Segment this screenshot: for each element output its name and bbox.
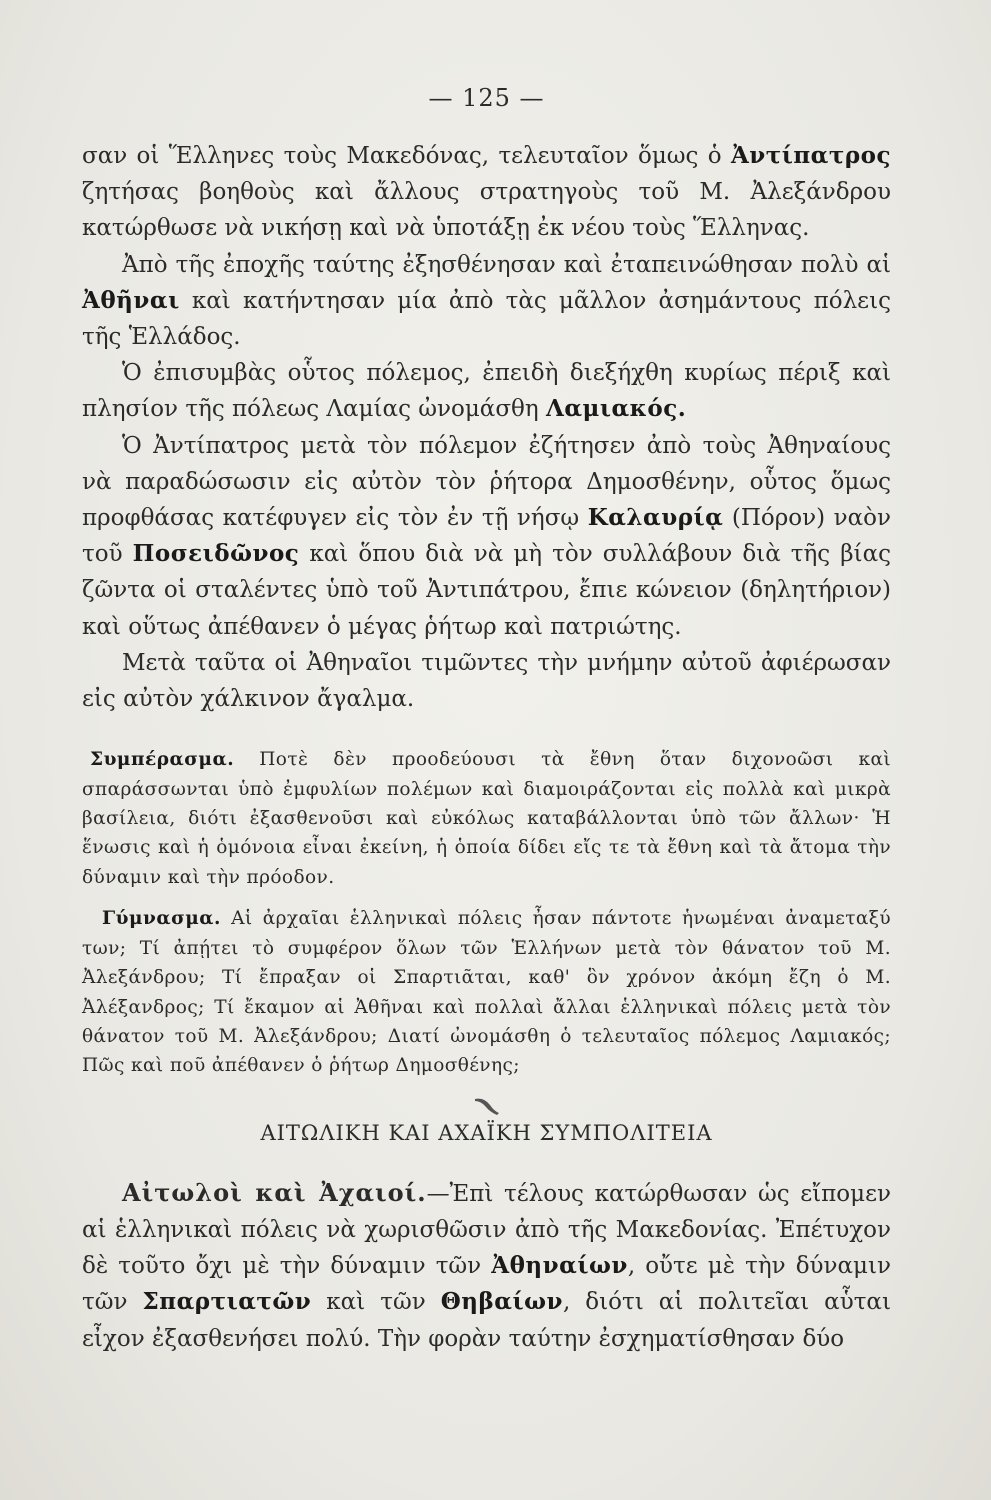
bold-term-kalaureia: Καλαυρίᾳ bbox=[587, 504, 724, 532]
exercise-text: Αἱ ἀρχαῖαι ἑλληνικαὶ πόλεις ἦσαν πάντοτε ἡνωμέναι ἀναμεταξύ των; Τί ἀπῄτει τὸ συμφέρον ὅλων τῶν Ἑλλήνων μετὰ τὸν θάνατον τοῦ Μ. Ἀλεξάνδρου; Τί ἔπραξαν οἱ Σπαρτιᾶται, καθ' ὃν χρόνον ἀκόμη ἔζη ὁ Μ. Ἀλέξανδρος; Τί ἔκαμον αἱ Ἀθῆναι καὶ πολλαὶ ἄλλαι ἑλληνικαὶ πόλεις μετὰ τὸν θάνατον τοῦ Μ. Ἀλεξάνδρου; Διατί ὠνομάσθη ὁ τελευταῖος πόλεμος Λαμιακός; Πῶς καὶ ποῦ ἀπέθανεν ὁ ῥήτωρ Δημοσθένης; bbox=[82, 908, 891, 1077]
text-run: —Ἐπὶ τέλους κατώρθωσαν ὡς εἴπομεν αἱ ἑλληνικαὶ πόλεις νὰ χωρισθῶσιν ἀπὸ τῆς Μακεδονίας. Ἐπέτυχον δὲ τοῦτο ὄχι μὲ τὴν δύναμιν τῶν bbox=[82, 1180, 891, 1280]
section-title: ΑΙΤΩΛΙΚΗ ΚΑΙ ΑΧΑΪΚΗ ΣΥΜΠΟΛΙΤΕΙΑ bbox=[260, 1120, 713, 1145]
main-text-2 bbox=[82, 1175, 891, 1357]
text-run: (Πόρον) ναὸν τοῦ bbox=[82, 505, 891, 568]
bold-term-antipatros: Ἀντίπατρος bbox=[730, 142, 891, 169]
text-run: Ἀπὸ τῆς ἐποχῆς ταύτης ἐξησθένησαν καὶ ἐταπεινώθησαν πολὺ αἱ bbox=[122, 251, 891, 278]
main-text bbox=[82, 138, 891, 717]
bold-term-lamian: Λαμιακός. bbox=[545, 395, 687, 423]
bold-term-thebans: Θηβαίων bbox=[440, 1288, 563, 1316]
text-run: Ὁ ἐπισυμβὰς οὗτος πόλεμος, ἐπειδὴ διεξήχθη κυρίως πέριξ καὶ πλησίον τῆς πόλεως Λαμίας ὠνομάσθη bbox=[82, 360, 891, 423]
text-run: Ὁ Ἀντίπατρος μετὰ τὸν πόλεμον ἐζήτησεν ἀπὸ τοὺς Ἀθηναίους νὰ παραδώσωσιν εἰς αὐτὸν τὸν ῥήτορα Δημοσθένην, οὗτος ὅμως προφθάσας κατέφυγεν εἰς τὸν ἐν τῇ νήσῳ bbox=[82, 432, 891, 532]
text-run: , διότι αἱ πολιτεῖαι αὗται εἶχον ἐξασθενήσει πολύ. Τὴν φορὰν ταύτην ἐσχηματίσθησαν δύο bbox=[82, 1289, 891, 1352]
text-run: Μετὰ ταῦτα οἱ Ἀθηναῖοι τιμῶντες τὴν μνήμην αὐτοῦ ἀφιέρωσαν εἰς αὐτὸν χάλκινον ἄγαλμα. bbox=[82, 649, 891, 713]
section-lead-heading: Αἰτωλοὶ καὶ Ἀχαιοί. bbox=[122, 1177, 427, 1207]
paragraph-antipatros bbox=[82, 138, 891, 247]
exercise-label: Γύμνασμα. bbox=[102, 908, 221, 930]
conclusion-label: Συμπέρασμα. bbox=[90, 749, 235, 771]
bold-term-athens: Ἀθῆναι bbox=[82, 286, 180, 314]
notes-section bbox=[82, 745, 891, 1080]
paragraph-statue bbox=[82, 645, 891, 717]
paragraph-aetolians-achaeans bbox=[82, 1175, 891, 1357]
text-run: , οὔτε μὲ τὴν δύναμιν τῶν bbox=[82, 1253, 891, 1316]
bold-term-spartans: Σπαρτιατῶν bbox=[142, 1288, 312, 1316]
exercise-paragraph bbox=[82, 904, 891, 1080]
text-run: καὶ κατήντησαν μία ἀπὸ τὰς μᾶλλον ἀσημάντους πόλεις τῆς Ἑλλάδος. bbox=[82, 287, 891, 351]
paragraph-athens bbox=[82, 247, 891, 356]
bold-term-poseidon: Ποσειδῶνος bbox=[132, 540, 300, 568]
text-run: καὶ ὅπου διὰ νὰ μὴ τὸν συλλάβουν διὰ τῆς βίας ζῶντα οἱ σταλέντες ὑπὸ τοῦ Ἀντιπάτρου, ἔπιε κώνειον (δηλητήριον) καὶ οὕτως ἀπέθανεν ὁ μέγας ῥήτωρ καὶ πατριώτης. bbox=[82, 541, 891, 640]
text-run: σαν οἱ Ἕλληνες τοὺς Μακεδόνας, τελευταῖον ὅμως ὁ bbox=[82, 143, 731, 169]
paragraph-lamian-war bbox=[82, 355, 891, 427]
conclusion-paragraph bbox=[82, 745, 891, 892]
paragraph-demosthenes bbox=[82, 428, 891, 645]
page-number: — 125 — bbox=[428, 84, 545, 112]
text-run: ζητήσας βοηθοὺς καὶ ἄλλους στρατηγοὺς τοῦ Μ. Ἀλεξάνδρου κατώρθωσε νὰ νικήσῃ καὶ νὰ ὑποτάξῃ ἐκ νέου τοὺς Ἕλληνας. bbox=[82, 179, 891, 242]
ornament-icon bbox=[82, 1095, 891, 1117]
text-run: καὶ τῶν bbox=[311, 1289, 441, 1316]
conclusion-text: Ποτὲ δὲν προοδεύουσι τὰ ἔθνη ὅταν διχονοῶσι καὶ σπαράσσωνται ὑπὸ ἐμφυλίων πολέμων καὶ διαμοιράζονται εἰς πολλὰ καὶ μικρὰ βασίλεια, διότι ἐξασθενοῦσι καὶ εὐκόλως καταβάλλονται ὑπὸ τῶν ἄλλων· Ἡ ἕνωσις καὶ ἡ ὁμόνοια εἶναι ἐκείνη, ἡ ὁποία δίδει εἴς τε τὰ ἔθνη καὶ τὰ ἄτομα τὴν δύναμιν καὶ τὴν πρόοδον. bbox=[82, 749, 891, 888]
bold-term-athenians: Ἀθηναίων bbox=[491, 1252, 628, 1280]
